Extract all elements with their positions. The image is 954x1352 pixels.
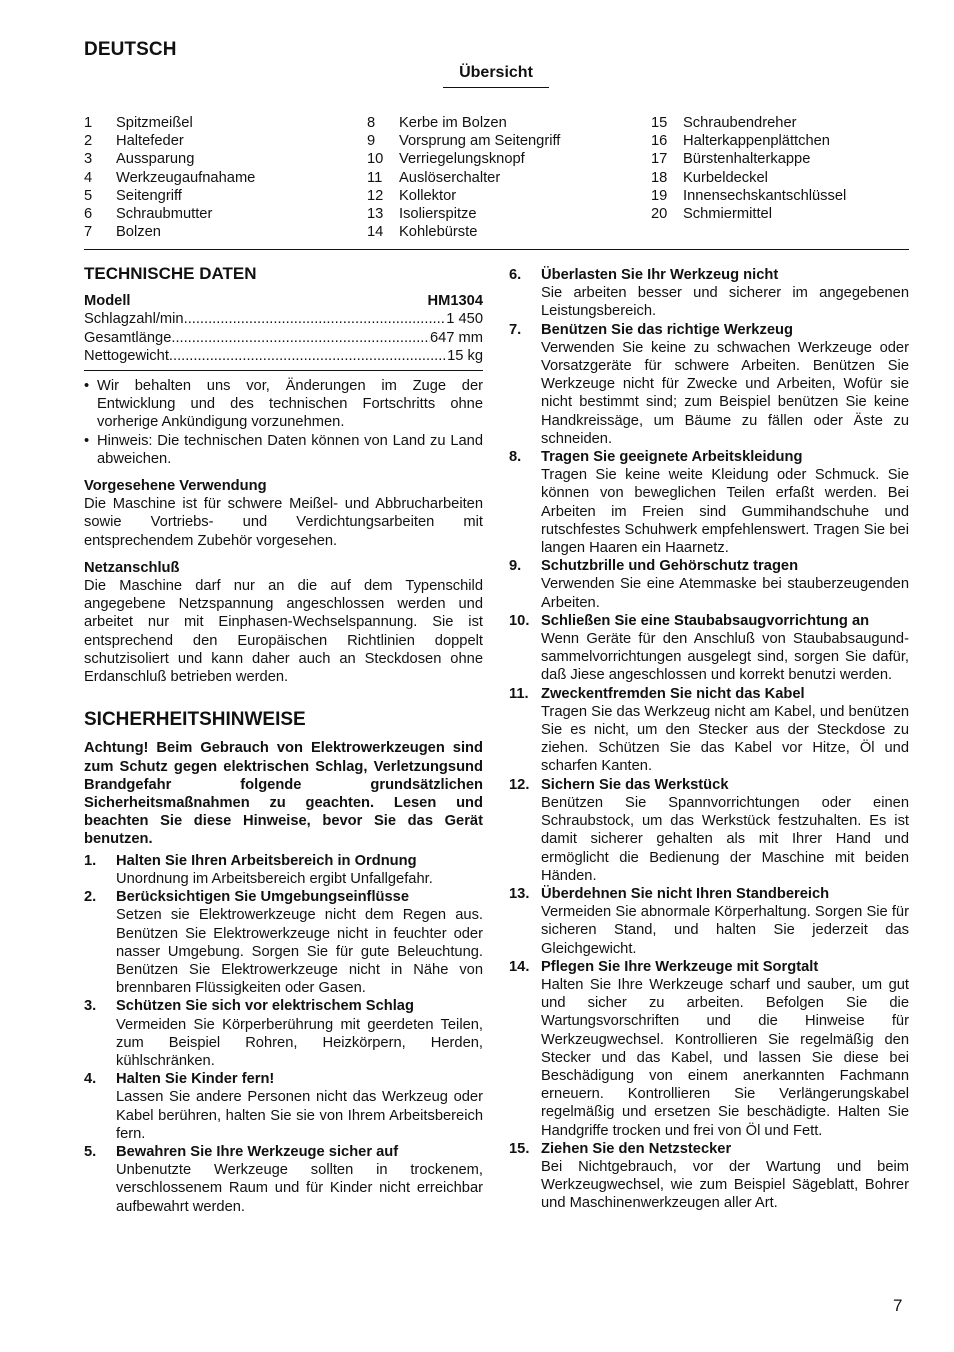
safety-item: 13. Überdehnen Sie nicht Ihren Standbereich Vermeiden Sie abnormale Körperhaltung. Sorgen Sie für sicheren Stand, und halten Sie jederzeit das Gleichgewicht. — [509, 885, 909, 957]
part-item: 7 Bolzen — [84, 224, 161, 241]
spec-model-row — [84, 292, 483, 310]
left-column — [84, 265, 483, 1216]
parts-column-3 — [651, 114, 846, 223]
leader-dots — [171, 329, 430, 347]
part-item: 12 Kollektor — [367, 187, 457, 204]
intended-use-heading: Vorgesehene Verwendung — [84, 478, 267, 495]
part-item: 2 Haltefeder — [84, 133, 184, 150]
part-item: 9 Vorsprung am Seitengriff — [367, 133, 561, 150]
bullet-icon: • — [84, 432, 90, 449]
intended-use-text: Die Maschine ist für schwere Meißel- und Abbrucharbeiten sowie Vortriebs- und Verdichtungsarbeiten mit entsprechendem Zubehör vorgesehen. — [84, 496, 483, 549]
spec-model-value: HM1304 — [427, 293, 483, 310]
part-item: 19 Innensechskantschlüssel — [651, 187, 847, 204]
page-number: 7 — [893, 1296, 903, 1315]
part-item: 15 Schraubendreher — [651, 115, 797, 131]
safety-item: 7. Benützen Sie das richtige Werkzeug Verwenden Sie keine zu schwachen Werkzeuge oder Vorsatzgeräte für schwere Arbeiten. Benützen Sie Werkzeuge nicht für Zwecke und Arbeiten, Wofür sie nicht bestimmt sind; zum Beispiel benützen Sie keine Handkreissäge, um Bäume zu fällen oder Äste zu schneiden. — [509, 321, 909, 447]
part-item: 11 Auslöserchalter — [367, 169, 501, 186]
right-column — [509, 266, 909, 1213]
safety-item: 4. Halten Sie Kinder fern! Lassen Sie andere Personen nicht das Werkzeug oder Kabel berühren, halten Sie sie von Ihrem Arbeitsbereich fern. — [84, 1071, 483, 1142]
safety-item: 10. Schließen Sie eine Staubabsaugvorrichtung an Wenn Geräte für den Anschluß von Staubabsaugund-sammelvorrichtungen ausgelegt sind, sorgen Sie dafür, daß Jiese angeschlossen und korrekt benutzi werden. — [509, 612, 909, 684]
safety-item: 15. Ziehen Sie den Netzstecker Bei Nichtgebrauch, vor der Wartung und beim Werkzeugwechsel, wie zum Beispiel Sägeblatt, Bohrer und Maschinenwerkzeugen aller Art. — [509, 1140, 909, 1212]
part-item: 14 Kohlebürste — [367, 224, 478, 241]
safety-item: 1. Halten Sie Ihren Arbeitsbereich in Ordnung Unordnung im Arbeitsbereich ergibt Unfallgefahr. — [84, 852, 433, 887]
part-item: 6 Schraubmutter — [84, 206, 213, 223]
tech-data-heading: TECHNISCHE DATEN — [84, 264, 257, 283]
bullet-item: • Hinweis: Die technischen Daten können von Land zu Land abweichen. — [84, 432, 483, 467]
safety-item: 2. Berücksichtigen Sie Umgebungseinflüsse Setzen sie Elektrowerkzeuge nicht dem Regen aus. Benützen Sie Elektrowerkzeuge nicht in feuchter oder nasser Umgebung. Sorgen Sie für gute Beleuchtung. Benützen Sie Elektrowerkzeuge nicht in Nähe von brennbaren Flüssigkeiten oder Gasen. — [84, 889, 483, 997]
parts-column-1 — [84, 114, 255, 241]
part-item: 8 Kerbe im Bolzen — [367, 115, 507, 131]
part-item: 17 Bürstenhalterkappe — [651, 151, 811, 168]
spec-divider — [84, 370, 483, 371]
spec-row: Schlagzahl/min. ..... 1 450 — [84, 310, 483, 328]
safety-heading: SICHERHEITSHINWEISE — [84, 709, 306, 731]
leader-dots — [188, 310, 447, 328]
safety-intro: Achtung! Beim Gebrauch von Elektrowerkzeugen sind zum Schutz gegen elektrischen Schlag, Verletzungsund Brandgefahr folgende grundsätzlichen Sicherheitsmaßnahmen zu geachten. Lesen und beachten Sie diese Hinweise, bevor Sie das Gerät benutzen. — [84, 740, 483, 848]
power-supply-heading: Netzanschluß — [84, 559, 180, 576]
part-item: 20 Schmiermittel — [651, 206, 772, 223]
parts-column-2 — [367, 114, 560, 241]
bullet-icon: • — [84, 378, 90, 395]
safety-item: 11. Zweckentfremden Sie nicht das Kabel Tragen Sie das Werkzeug nicht am Kabel, und benützen Sie es nicht, um den Stecker aus der Steckdose zu ziehen. Schützen Sie das Kabel vor Hitze, Öl und scharfen Kanten. — [509, 685, 909, 775]
part-item: 13 Isolierspitze — [367, 206, 477, 223]
overview-title: Übersicht — [443, 64, 549, 88]
language-heading: DEUTSCH — [84, 39, 177, 60]
section-divider — [84, 249, 909, 250]
bullet-item: • Wir behalten uns vor, Änderungen im Zuge der Entwicklung und des technischen Fortschritts ohne vorherige Ankündigung vorzunehmen. — [84, 378, 483, 431]
safety-item: 12. Sichern Sie das Werkstück Benützen Sie Spannvorrichtungen oder einen Schraubstock, um das Werkstück festzuhalten. Es ist damit sicherer gehalten als mit Ihrer Hand und ermöglicht die Bedienung der Maschine mit beiden Händen. — [509, 776, 909, 884]
part-item: 5 Seitengriff — [84, 187, 182, 204]
safety-item: 14. Pflegen Sie Ihre Werkzeuge mit Sorgtalt Halten Sie Ihre Werkzeuge scharf und sauber, um gut und sicher zu arbeiten. Befolgen Sie die Wartungsvorschriften und die Hinweise für Werkzeugwechsel. Kontrollieren Sie regelmäßig den Stecker und das Kabel, und lassen Sie diese bei Beschädigung von einem anerkannten Fachmann erneuern. Kontrollieren Sie Verlängerungskabel regelmäßig und ersetzen Sie beschädigte. Halten Sie Handgriffe trocken und frei von Öl und Fett. — [509, 958, 909, 1139]
part-item: 10 Verriegelungsknopf — [367, 151, 525, 168]
power-supply-text: Die Maschine darf nur an die auf dem Typenschild angegebene Netzspannung angeschlossen werden und arbeitet nur mit Einphasen-Wechselspannung. Sie ist entsprechend den Europäischen Richtlinien doppelt schutzisoliert und kann daher auch an Steckdosen ohne Erdanschluß betrieben werden. — [84, 578, 483, 686]
part-item: 3 Aussparung — [84, 151, 195, 168]
part-item: 18 Kurbeldeckel — [651, 169, 768, 186]
part-item: 16 Halterkappenplättchen — [651, 133, 830, 150]
safety-item: 8. Tragen Sie geeignete Arbeitskleidung Tragen Sie keine weite Kleidung oder Schmuck. Sie können von beweglichen Teilen erfaßt werden. Bei Arbeiten im Freien sind Gummihandschuhe und rutschfestes Schuhwerk empfehlenswert. Tragen Sie bei langen Haaren ein Haarnetz. — [509, 449, 909, 557]
part-item: 1 Spitzmeißel — [84, 115, 193, 131]
spec-model-label: Modell — [84, 293, 131, 310]
part-item: 4 Werkzeugaufnahame — [84, 169, 256, 186]
leader-dots — [169, 347, 447, 365]
safety-item: 9. Schutzbrille und Gehörschutz tragen Verwenden Sie eine Atemmaske bei stauberzeugenden Arbeiten. — [509, 558, 909, 611]
safety-item: 6. Überlasten Sie Ihr Werkzeug nicht Sie arbeiten besser und sicherer im angegebenen Leistungsbereich. — [509, 267, 909, 320]
safety-item: 3. Schützen Sie sich vor elektrischem Schlag Vermeiden Sie Körperberührung mit geerdeten Teilen, zum Beispiel Rohren, Heizkörpern, Herden, kühlschränken. — [84, 998, 483, 1069]
spec-row: Nettogewicht ..... 15 kg — [84, 347, 483, 365]
safety-item: 5. Bewahren Sie Ihre Werkzeuge sicher auf Unbenutzte Werkzeuge sollten in trockenem, verschlossenem Raum und für Kinder nicht erreichbar aufbewahrt werden. — [84, 1143, 483, 1215]
spec-row: Gesamtlänge ..... 647 mm — [84, 329, 483, 347]
